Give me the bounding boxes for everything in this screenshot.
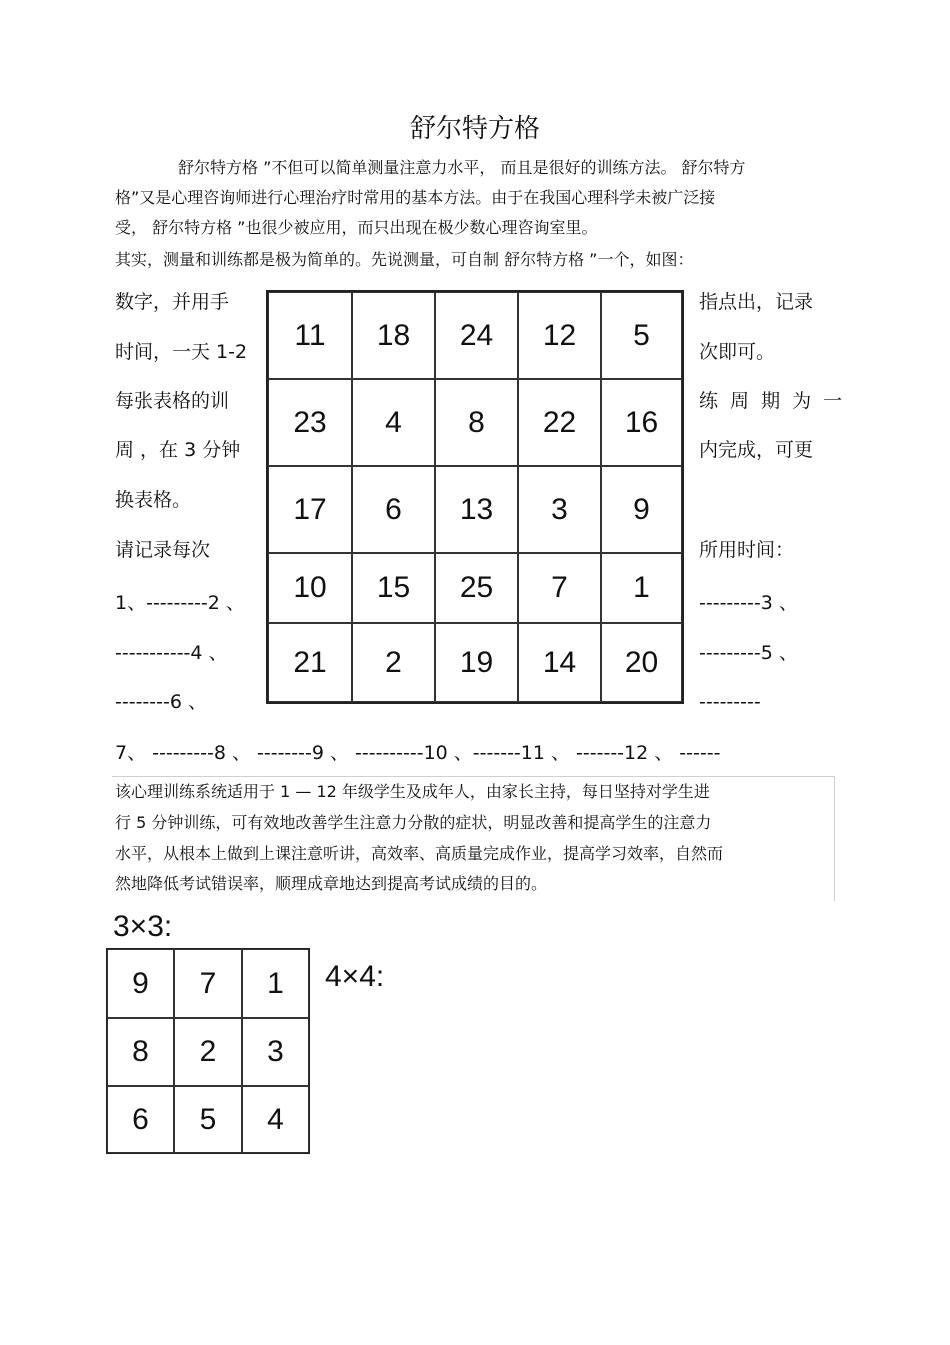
usage-line: 行 5 分钟训练，可有效地改善学生注意力分散的症状，明显改善和提高学生的注意力 [115,813,712,832]
side-line: 请记录每次 [115,539,211,561]
grid-cell: 3 [518,466,601,553]
grid-cell: 5 [601,292,682,379]
usage-line: 然地降低考试错误率，顺理成章地达到提高考试成绩的目的。 [115,874,548,893]
grid-cell: 5 [174,1086,242,1153]
grid-cell: 7 [518,553,601,623]
usage-line: 该心理训练系统适用于 1 — 12 年级学生及成年人，由家长主持，每日坚持对学生进 [115,782,710,801]
blank-line: --------6 、 [115,691,207,713]
grid-cell: 16 [601,379,682,466]
intro-line: 格”又是心理咨询师进行心理治疗时常用的基本方法。由于在我国心理科学未被广泛接 [115,188,716,207]
grid-cell: 14 [518,623,601,702]
grid-cell: 9 [601,466,682,553]
grid-cell: 18 [352,292,435,379]
blank-line: -----------4 、 [115,642,228,664]
grid-cell: 6 [352,466,435,553]
grid-cell: 13 [435,466,518,553]
grid-cell: 1 [242,949,309,1018]
grid-cell: 1 [601,553,682,623]
blank-line: --------- [699,691,761,713]
intro-line: 受， 舒尔特方格 ”也很少被应用，而只出现在极少数心理咨询室里。 [115,218,598,237]
grid-cell: 2 [174,1018,242,1086]
grid-cell: 8 [107,1018,174,1086]
side-line: 时间，一天 1-2 [115,341,248,363]
grid-cell: 4 [352,379,435,466]
grid-cell: 23 [268,379,352,466]
grid-cell: 8 [435,379,518,466]
grid-cell: 4 [242,1086,309,1153]
grid-cell: 19 [435,623,518,702]
side-line: 内完成，可更 [699,439,814,461]
grid-cell: 24 [435,292,518,379]
blank-line: ---------3 、 [699,592,798,614]
grid-cell: 11 [268,292,352,379]
grid-4x4-label: 4×4: [325,960,385,993]
usage-line: 水平，从根本上做到上课注意听讲，高效率、高质量完成作业，提高学习效率，自然而 [115,844,724,863]
intro-line: 其实，测量和训练都是极为简单的。先说测量，可自制 舒尔特方格 ”一个，如图： [115,250,694,269]
grid-cell: 2 [352,623,435,702]
side-line: 练 周 期 为 一 [699,390,846,412]
side-line: 次即可。 [699,341,776,363]
grid-cell: 10 [268,553,352,623]
grid-cell: 25 [435,553,518,623]
grid-cell: 21 [268,623,352,702]
grid-cell: 7 [174,949,242,1018]
grid-cell: 6 [107,1086,174,1153]
grid-cell: 9 [107,949,174,1018]
grid-cell: 3 [242,1018,309,1086]
blank-line: ---------5 、 [699,642,798,664]
side-line: 数字，并用手 [115,291,230,313]
blank-line-bottom: 7、 ---------8 、 --------9 、 ----------10 、-------11 、 -------12 、 ------ [115,742,721,764]
grid-cell: 22 [518,379,601,466]
side-line: 指点出，记录 [699,291,814,313]
schulte-grid-3x3 [106,948,310,1154]
grid-cell: 20 [601,623,682,702]
grid-3x3-label: 3×3: [113,910,173,943]
intro-line: 舒尔特方格 ”不但可以简单测量注意力水平， 而且是很好的训练方法。 舒尔特方 [178,158,746,177]
side-line: 周 ，在 3 分钟 [115,439,241,461]
grid-cell: 17 [268,466,352,553]
page-title: 舒尔特方格 [409,114,540,144]
blank-line: 1、---------2 、 [115,592,245,614]
schulte-grid-5x5 [266,290,684,704]
side-line: 换表格。 [115,489,192,511]
side-line: 所用时间： [699,539,795,561]
side-line: 每张表格的训 [115,390,230,412]
grid-cell: 15 [352,553,435,623]
grid-cell: 12 [518,292,601,379]
